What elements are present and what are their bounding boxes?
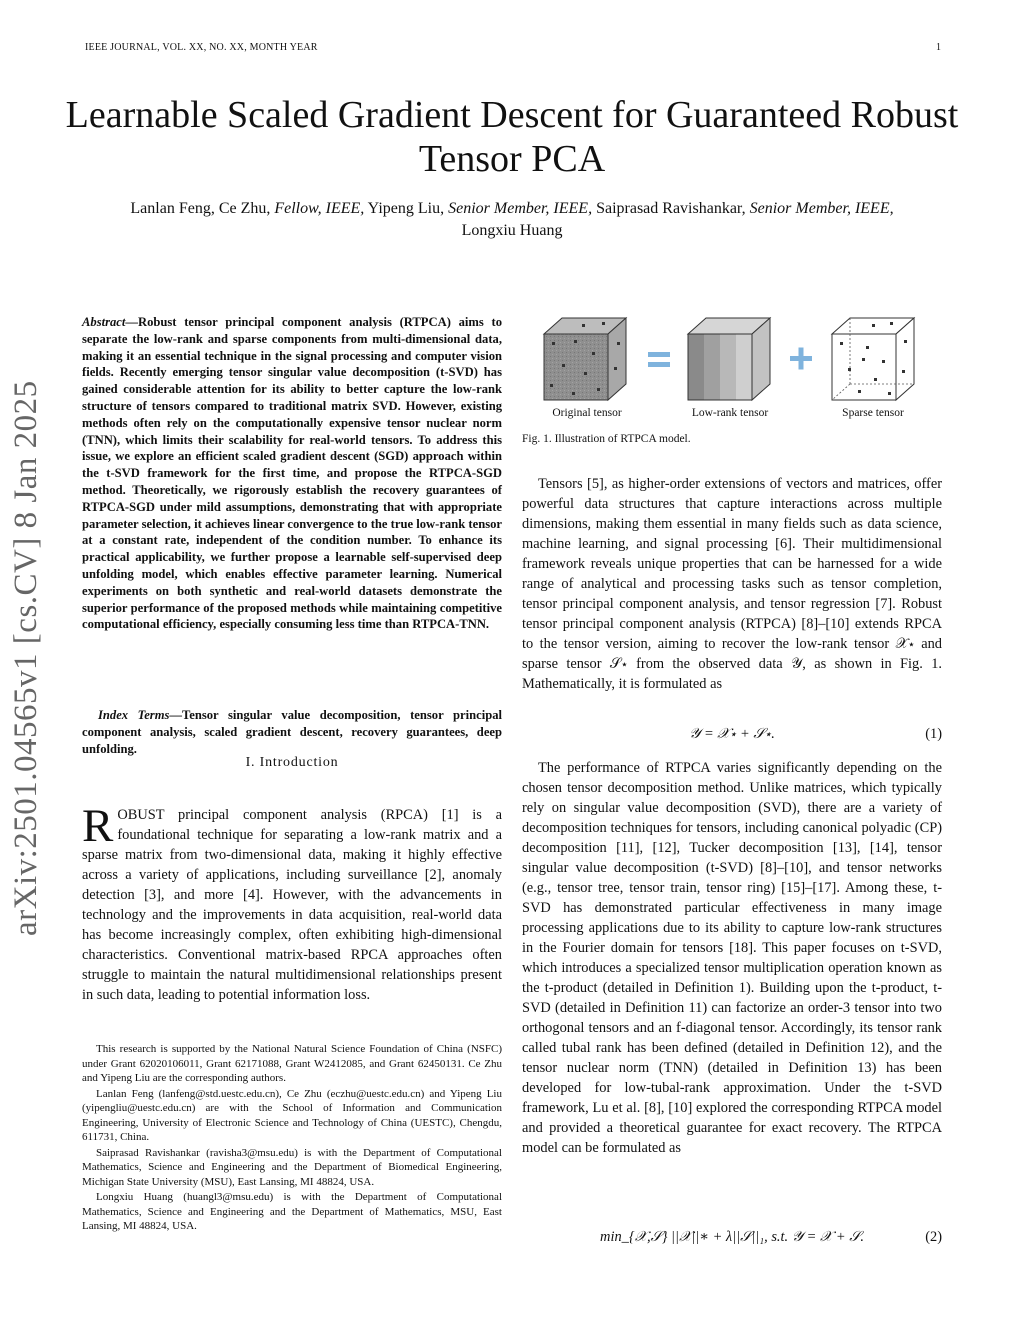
- abstract-text: —Robust tensor principal component analysis (RTPCA) aims to separate the low-rank and sparse components from multi-dimensional data, making it an essential technique in the signal processing and computer vision fields. Recently emerging tensor singular value decomposition (t-SVD) has gained considerable attention for its ability to better capture the low-rank structure of tensors compared to traditional matrix SVD. However, existing methods often rely on the computationally expensive tensor nuclear norm (TNN), which limits their scalability for real-world tensors. To address this issue, we explore an efficient scaled gradient descent (SGD) approach within the t-SVD framework for the first time, and propose the RTPCA-SGD method. Theoretically, we rigorously establish the recovery guarantees of RTPCA-SGD under mild assumptions, demonstrating that with appropriate parameter selection, it achieves linear convergence to the true low-rank tensor at a constant rate, independent of the condition number. To enhance its practical applicability, we further propose a learnable self-supervised deep unfolding model, which enables effective parameter learning. Numerical experiments on both synthetic and real-world datasets demonstrate the superior performance of the proposed methods while maintaining competitive computational efficiency, especially consuming less time than RTPCA-TNN.: [82, 315, 502, 632]
- footnote-ravishankar: Saiprasad Ravishankar (ravisha3@msu.edu) is with the Department of Computational Mathematics, Science and Engineering and the Department of Biomedical Engineering, Michigan State University (MSU), East Lansing, MI 48824, USA.: [82, 1146, 502, 1188]
- equation-1-expression: 𝒴 = 𝒳⋆ + 𝒮⋆.: [689, 726, 775, 742]
- equation-2-expression: min_{𝒳,𝒮} ||𝒳||∗ + λ||𝒮||₁, s.t. 𝒴 = 𝒳 + 𝒮.: [600, 1229, 864, 1245]
- author-group-2: Yipeng Liu,: [364, 200, 449, 217]
- equals-operator: [648, 352, 670, 367]
- intro-text: OBUST principal component analysis (RPCA) [1] is a foundational technique for separating a low-rank matrix and a sparse matrix from two-dimensional data, making it highly effective across a variety of applications, including surveillance [2], anomaly detection [3], and more [4]. However, with the advancements in technology and the improvements in data acquisition, real-world data has become increasingly complex, often exhibiting high-dimensional characteristics. Conventional matrix-based RPCA approaches often struggle to maintain the natural multidimensional relationships present in such data, leading to potential information loss.: [82, 807, 502, 1003]
- author-group-4: Longxiu Huang: [461, 222, 563, 239]
- original-tensor-cube: [544, 318, 626, 400]
- equation-1-number: (1): [925, 726, 942, 742]
- paper-title: Learnable Scaled Gradient Descent for Guaranteed Robust Tensor PCA: [65, 94, 959, 180]
- figure-illustration: [522, 312, 942, 407]
- right-paragraph-1: [522, 474, 942, 694]
- abstract: [82, 314, 502, 633]
- author-group-3: Saiprasad Ravishankar,: [592, 200, 750, 217]
- footnote-huang: Longxiu Huang (huangl3@msu.edu) is with the Department of Computational Mathematics, Science and Engineering and the Department of Mathematics, MSU, East Lansing, MI 48824, USA.: [82, 1191, 502, 1232]
- drop-cap: R: [82, 800, 114, 852]
- footnotes: [82, 1042, 502, 1235]
- footnote-funding: This research is supported by the National Natural Science Foundation of China (NSFC) under Grant 62020106011, Grant 62171088, Grant W2412085, and Grant 62450131. Ce Zhu and Yipeng Liu are the corresponding authors.: [82, 1043, 502, 1084]
- page-number: 1: [936, 42, 941, 53]
- index-terms-text: —Tensor singular value decomposition, tensor principal component analysis, scaled gradient descent, recovery guarantees, deep unfolding.: [82, 708, 502, 756]
- index-terms: [82, 707, 502, 757]
- equation-2: [522, 1229, 942, 1251]
- running-header: IEEE JOURNAL, VOL. XX, NO. XX, MONTH YEAR: [85, 42, 318, 53]
- section-heading: I. Introduction: [245, 755, 339, 770]
- label-low-rank-tensor: Low-rank tensor: [691, 407, 769, 419]
- abstract-label: Abstract: [82, 315, 126, 329]
- label-original-tensor: Original tensor: [552, 407, 622, 419]
- author-group-1: Lanlan Feng, Ce Zhu,: [130, 200, 275, 217]
- author-role-1: Fellow, IEEE,: [274, 200, 365, 217]
- plus-operator: [790, 348, 812, 370]
- label-sparse-tensor: Sparse tensor: [842, 407, 904, 419]
- paragraph-tensors: Tensors [5], as higher-order extensions of vectors and matrices, offer powerful data structures that capture interactions across multiple dimensions, making them essential in many fields such as data science, machine learning, and signal processing [6]. Their multidimensional framework reveals unique properties that can be harnessed for a wide range of analytical and processing tasks such as tensor completion, tensor principal component analysis, and tensor regression [7]. Robust tensor principal component analysis (RTPCA) [8]–[10] extends RPCA to the tensor version, aiming to recover the low-rank tensor 𝒳⋆ and sparse tensor 𝒮⋆ from the observed data 𝒴, as shown in Fig. 1. Mathematically, it is formulated as: [522, 476, 942, 692]
- low-rank-tensor-cube: [688, 318, 770, 400]
- author-role-3: Senior Member, IEEE,: [749, 200, 894, 217]
- equation-1: [522, 726, 942, 746]
- author-list: [110, 198, 914, 242]
- right-paragraph-2: [522, 758, 942, 1158]
- intro-paragraph: [82, 800, 502, 1005]
- figure-rtpca: [522, 312, 942, 432]
- paragraph-performance: The performance of RTPCA varies significantly depending on the chosen tensor decomposition method. Unlike matrices, which typically rely on singular value decomposition (SVD), there are a variety of decomposition techniques for tensors, including canonical polyadic (CP) decomposition [11], [12], Tucker decomposition [13], [14], tensor singular value decomposition (t-SVD) [8]–[10], and tensor networks (e.g., tensor tree, tensor train, tensor ring) [15]–[17]. Among these, t-SVD has demonstrated particular effectiveness in many image processing applications due to its ability to capture low-rank structures in the Fourier domain for tensors [18]. This paper focuses on t-SVD, which introduces a specialized tensor multiplication operation known as the t-product (detailed in Definition 1). Building upon the t-product, t-SVD (detailed in Definition 11) can factorize an order-3 tensor into two orthogonal tensors and an f-diagonal tensor. Accordingly, its tensor rank called tubal rank has been defined (detailed in Definition 12), and the tensor nuclear norm (TNN) (detailed in Definition 13) has been developed for low-tubal-rank approximation. Under the t-SVD framework, Lu et al. [8], [10] explored the corresponding RTPCA model and provided a theoretical guarantee for exact recovery. The RTPCA model can be formulated as: [522, 760, 942, 1156]
- footnote-uestc: Lanlan Feng (lanfeng@std.uestc.edu.cn), Ce Zhu (eczhu@uestc.edu.cn) and Yipeng Liu (yipengliu@uestc.edu.cn) are with the School of Information and Communication Engineering, University of Electronic Science and Technology of China (UESTC), Chengdu, 611731, China.: [82, 1087, 502, 1143]
- figure-caption: Fig. 1. Illustration of RTPCA model.: [522, 433, 691, 445]
- arxiv-stamp: arXiv:2501.04565v1 [cs.CV] 8 Jan 2025: [8, 380, 44, 936]
- sparse-tensor-cube: [832, 318, 914, 400]
- author-role-2: Senior Member, IEEE,: [448, 200, 593, 217]
- index-terms-label: Index Terms: [98, 708, 170, 722]
- equation-2-number: (2): [925, 1229, 942, 1245]
